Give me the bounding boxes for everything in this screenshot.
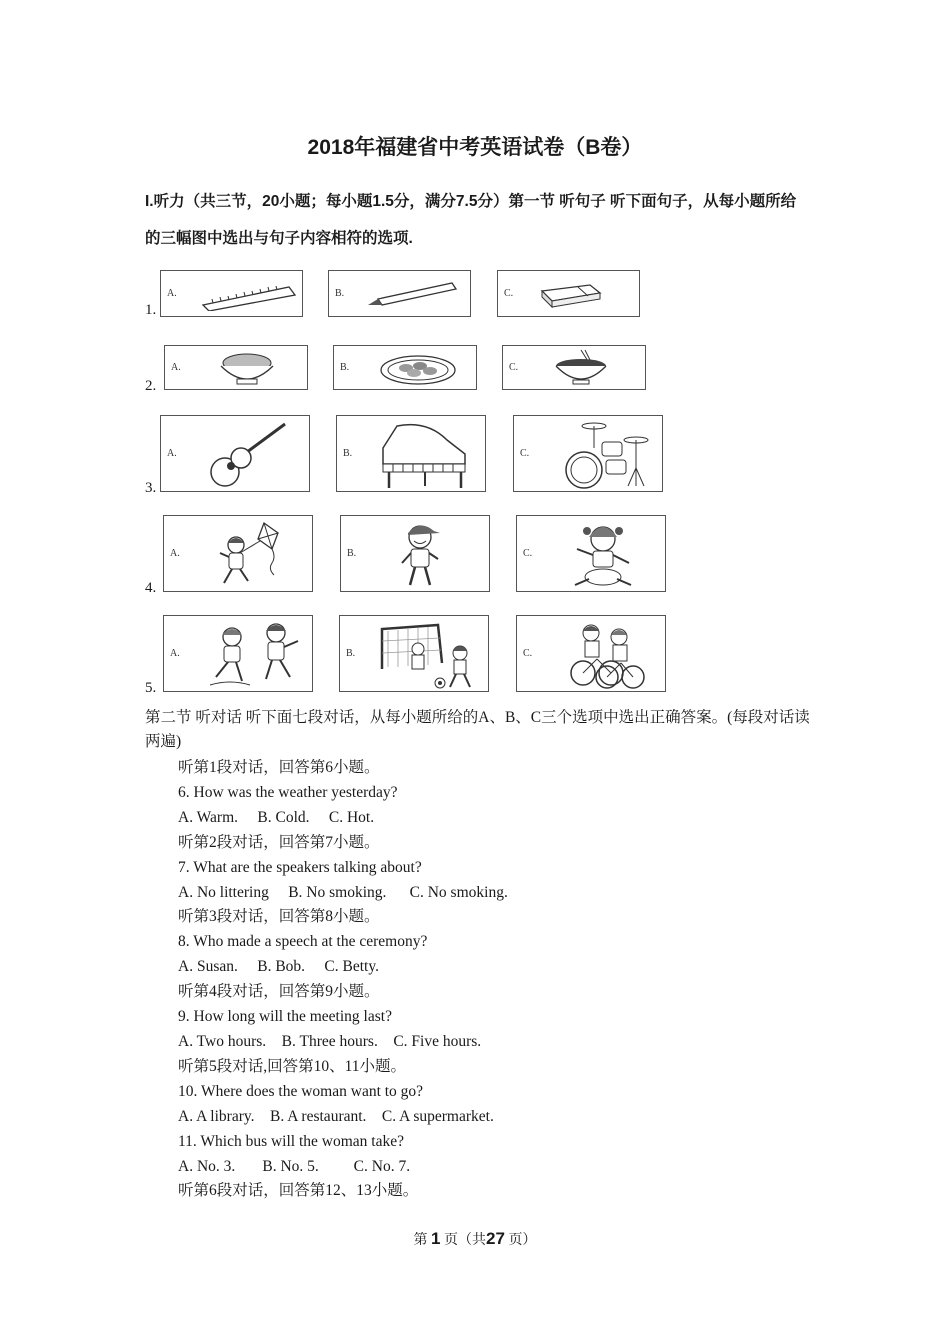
question-number: 2. [145, 378, 157, 394]
option-a[interactable] [163, 515, 313, 592]
option-label: A. [171, 362, 181, 373]
question-text: 7. What are the speakers talking about? [178, 858, 422, 876]
football-kids-icon [378, 619, 486, 691]
picture-question-2 [145, 342, 665, 422]
option-label: C. [504, 288, 514, 299]
page-title: 2018年福建省中考英语试卷（B卷） [307, 136, 643, 159]
option-label: B. [347, 548, 357, 559]
section-instruction: 听第1段对话，回答第6小题。 [178, 759, 380, 776]
option-label: A. [170, 648, 180, 659]
option-label: C. [523, 648, 533, 659]
option-a[interactable] [160, 270, 303, 317]
question-text: 11. Which bus will the woman take? [178, 1132, 404, 1150]
question-number: 1. [145, 302, 157, 318]
question-number: 3. [145, 480, 157, 496]
question-number: 5. [145, 680, 157, 696]
dumplings-plate-icon [378, 352, 458, 386]
answer-options: A. Warm. B. Cold. C. Hot. [178, 808, 375, 826]
picture-question-4 [145, 514, 685, 598]
section2-heading: 第二节 听对话 听下面七段对话，从每小题所给的A、B、C三个选项中选出正确答案。(每段对话读两遍) [145, 709, 810, 750]
option-label: B. [346, 648, 356, 659]
question-text: 9. How long will the meeting last? [178, 1008, 392, 1026]
footer-prefix: 第 [413, 1233, 428, 1248]
option-c[interactable] [516, 515, 666, 592]
section-instruction: 听第4段对话，回答第9小题。 [178, 983, 380, 1001]
eraser-icon [538, 279, 608, 309]
option-label: C. [520, 448, 530, 459]
section-instruction: 听第2段对话，回答第7小题。 [178, 833, 380, 851]
piano-icon [377, 420, 472, 490]
option-c[interactable] [497, 270, 640, 317]
answer-options: A. No littering B. No smoking. C. No smoking. [178, 883, 508, 901]
option-label: C. [523, 548, 533, 559]
option-label: B. [340, 362, 350, 373]
option-b[interactable] [339, 615, 489, 692]
answer-options: A. No. 3. B. No. 5. C. No. 7. [178, 1157, 411, 1175]
current-page-number: 1 [431, 1229, 441, 1248]
pencil-icon [364, 281, 464, 309]
answer-options: A. Susan. B. Bob. C. Betty. [178, 958, 379, 976]
answer-options: A. A library. B. A restaurant. C. A supermarket. [178, 1107, 494, 1125]
picture-question-5 [145, 614, 685, 698]
boy-with-cap-icon [396, 519, 446, 591]
skating-kids-icon [208, 619, 308, 691]
picture-question-1 [145, 268, 665, 348]
section-instruction: 听第6段对话，回答第12、13小题。 [178, 1182, 419, 1200]
question-text: 8. Who made a speech at the ceremony? [178, 933, 428, 951]
option-b[interactable] [333, 345, 477, 390]
option-c[interactable] [513, 415, 663, 492]
option-label: C. [509, 362, 519, 373]
cycling-kids-icon [567, 619, 647, 691]
option-b[interactable] [336, 415, 486, 492]
option-label: B. [343, 448, 353, 459]
option-a[interactable] [163, 615, 313, 692]
question-text: 6. How was the weather yesterday? [178, 783, 398, 801]
guitar-icon [203, 420, 293, 490]
drums-icon [554, 418, 654, 490]
kite-flying-boy-icon [214, 519, 294, 591]
footer-middle: 页（共 [444, 1233, 487, 1248]
section1-heading: I.听力（共三节，20小题；每小题1.5分，满分7.5分）第一节 听句子 听下面句子，从每小题所给的三幅图中选出与句子内容相符的选项. [145, 193, 797, 247]
page-footer [0, 1229, 950, 1249]
option-c[interactable] [502, 345, 646, 390]
option-label: A. [167, 288, 177, 299]
rice-bowl-icon [217, 350, 277, 388]
section-instruction: 听第5段对话,回答第10、11小题。 [178, 1057, 407, 1075]
question-text: 10. Where does the woman want to go? [178, 1082, 424, 1100]
option-label: A. [170, 548, 180, 559]
option-label: A. [167, 448, 177, 459]
footer-suffix: 页） [508, 1233, 537, 1248]
option-a[interactable] [160, 415, 310, 492]
dialogue-questions [178, 756, 508, 1204]
option-a[interactable] [164, 345, 308, 390]
question-number: 4. [145, 580, 157, 596]
sitting-girl-icon [569, 519, 639, 591]
option-label: B. [335, 288, 345, 299]
option-c[interactable] [516, 615, 666, 692]
option-b[interactable] [328, 270, 471, 317]
noodles-bowl-icon [551, 348, 611, 388]
answer-options: A. Two hours. B. Three hours. C. Five hours. [178, 1032, 482, 1050]
total-page-count: 27 [486, 1229, 505, 1248]
section-instruction: 听第3段对话，回答第8小题。 [178, 908, 380, 926]
option-b[interactable] [340, 515, 490, 592]
ruler-icon [199, 279, 299, 311]
picture-question-3 [145, 414, 685, 498]
